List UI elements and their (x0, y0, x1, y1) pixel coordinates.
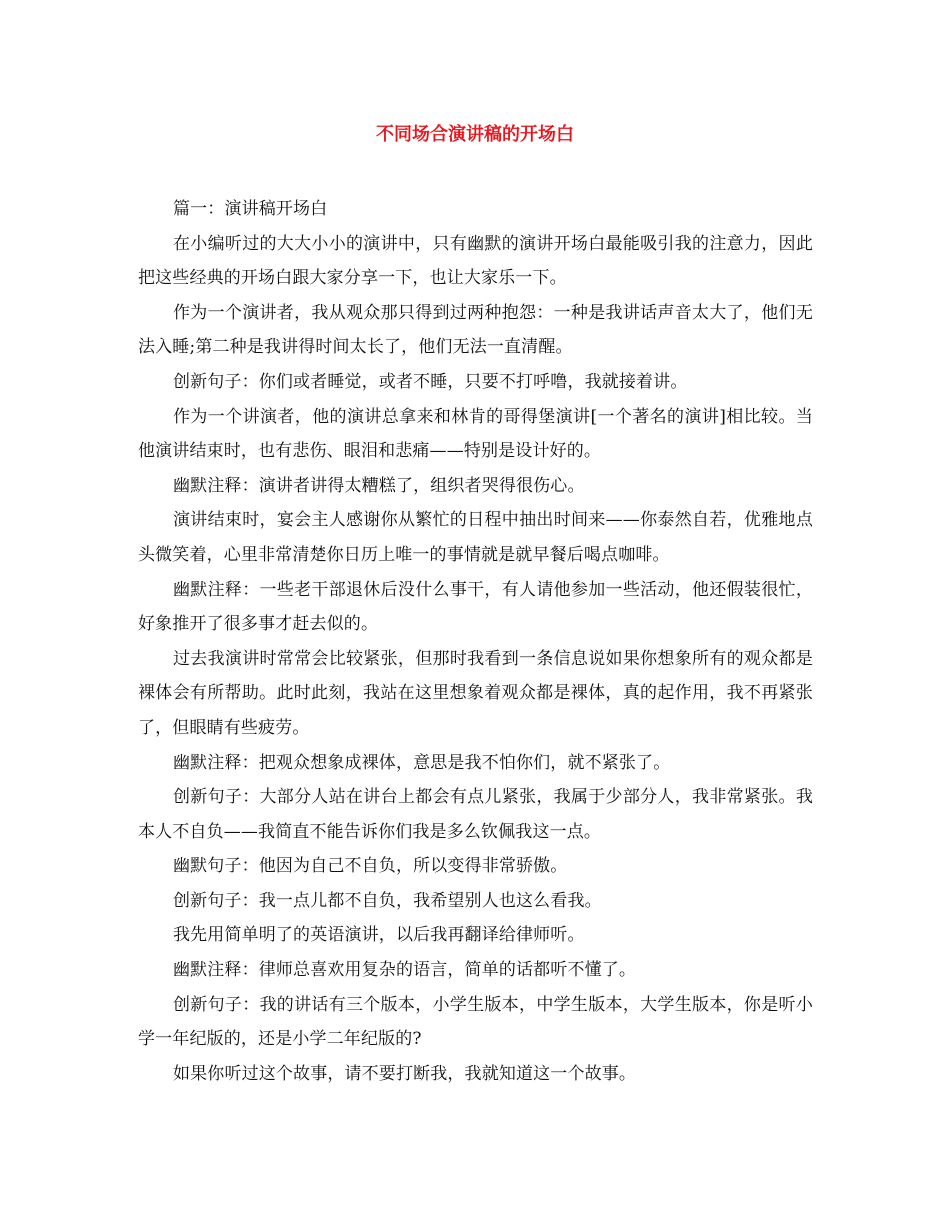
paragraph: 幽默注释：把观众想象成裸体，意思是我不怕你们，就不紧张了。 (173, 752, 671, 773)
paragraph: 幽默注释：演讲者讲得太糟糕了，组织者哭得很伤心。 (173, 475, 585, 496)
paragraph: 创新句子：我的讲话有三个版本，小学生版本，中学生版本，大学生版本，你是听小学一年纪版的，还是小学二年纪版的? (138, 994, 813, 1050)
paragraph: 如果你听过这个故事，请不要打断我，我就知道这一个故事。 (173, 1063, 637, 1084)
document-body (138, 192, 813, 1091)
paragraph: 创新句子：大部分人站在讲台上都会有点儿紧张，我属于少部分人，我非常紧张。我本人不自负——我简直不能告诉你们我是多么钦佩我这一点。 (138, 787, 813, 842)
paragraph: 演讲结束时，宴会主人感谢你从繁忙的日程中抽出时间来——你泰然自若，优雅地点头微笑着，心里非常清楚你日历上唯一的事情就是就早餐后喝点咖啡。 (138, 510, 813, 565)
paragraph-section-heading: 篇一：演讲稿开场白 (173, 199, 328, 219)
paragraph: 幽默句子：他因为自己不自负，所以变得非常骄傲。 (173, 856, 568, 877)
paragraph: 我先用简单明了的英语演讲，以后我再翻译给律师听。 (173, 925, 585, 946)
paragraph: 幽默注释：律师总喜欢用复杂的语言，简单的话都听不懂了。 (173, 960, 637, 981)
paragraph: 创新句子：我一点儿都不自负，我希望别人也这么看我。 (173, 890, 602, 911)
paragraph: 过去我演讲时常常会比较紧张，但那时我看到一条信息说如果你想象所有的观众都是裸体会有所帮助。此时此刻，我站在这里想象着观众都是裸体，真的起作用，我不再紧张了，但眼睛有些疲劳。 (138, 648, 813, 738)
paragraph: 作为一个讲演者，他的演讲总拿来和林肯的哥得堡演讲[一个著名的演讲]相比较。当他演讲结束时，也有悲伤、眼泪和悲痛——特别是设计好的。 (138, 406, 813, 462)
document-title: 不同场合演讲稿的开场白 (376, 124, 574, 145)
paragraph: 创新句子：你们或者睡觉，或者不睡，只要不打呼噜，我就接着讲。 (173, 371, 688, 392)
paragraph: 在小编听过的大大小小的演讲中，只有幽默的演讲开场白最能吸引我的注意力，因此把这些经典的开场白跟大家分享一下，也让大家乐一下。 (138, 233, 813, 289)
paragraph: 作为一个演讲者，我从观众那只得到过两种抱怨：一种是我讲话声音太大了，他们无法入睡;第二种是我讲得时间太长了，他们无法一直清醒。 (138, 302, 813, 358)
paragraph: 幽默注释：一些老干部退休后没什么事干，有人请他参加一些活动，他还假装很忙，好象推开了很多事才赶去似的。 (138, 579, 813, 635)
